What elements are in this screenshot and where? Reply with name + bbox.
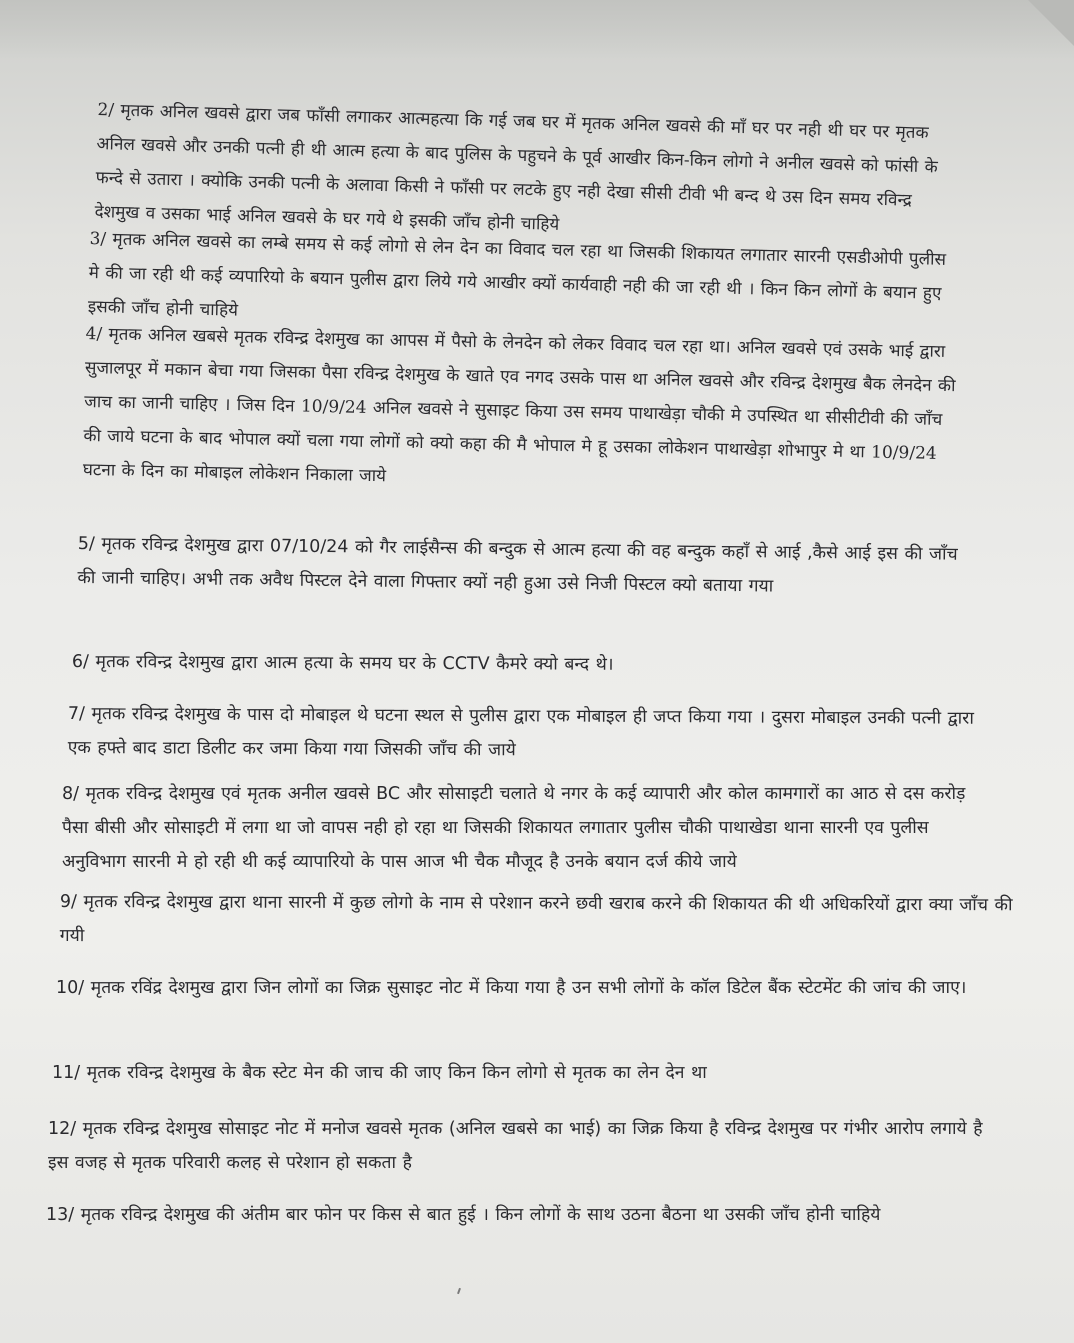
paper-fold-corner xyxy=(1028,0,1074,46)
paragraph-2: 2/ मृतक अनिल खवसे द्वारा जब फाँसी लगाकर आत्महत्या कि गई जब घर में मृतक अनिल खवसे की माँ घर पर नही थी घर पर मृतक अनिल खवसे और उनकी पत्नी ही थी आत्म हत्या के बाद पुलिस के पहुचने के पूर्व आखीर किन-किन लोगो ने अनील खवसे को फांसी के फन्दे से उतारा । क्योकि उनकी पत्नी के अलावा किसी ने फाँसी पर लटके हुए नही देखा सीसी टीवी भी बन्द थे उस दिन समय रविन्द्र देशमुख व उसका भाई अनिल खवसे के घर गये थे इसकी जाँच होनी चाहिये xyxy=(94,99,938,235)
paragraph-5: 5/ मृतक रविन्द्र देशमुख द्वारा 07/10/24 को गैर लाईसैन्स की बन्दुक से आत्म हत्या की वह बन्दुक कहाँ से आई ,कैसे आई इस की जाँच की जानी चाहिए। अभी तक अवैध पिस्टल देने वाला गिफ्तार क्यों नही हुआ उसे निजी पिस्टल क्यो बताया गया xyxy=(77,533,958,597)
paragraph-12: 12/ मृतक रविन्द्र देशमुख सोसाइट नोट में मनोज खवसे मृतक (अनिल खबसे का भाई) का जिक्र किया है रविन्द्र देशमुख पर गंभीर आरोप लगाये है इस वजह से मृतक परिवारी कलह से परेशान हो सकता है xyxy=(48,1119,983,1173)
paragraph-13: 13/ मृतक रविन्द्र देशमुख की अंतीम बार फोन पर किस से बात हुई । किन लोगों के साथ उठना बैठना था उसकी जाँच होनी चाहिये xyxy=(46,1205,881,1225)
paragraph-9: 9/ मृतक रविन्द्र देशमुख द्वारा थाना सारनी में कुछ लोगो के नाम से परेशान करने छवी खराब करने की शिकायत की थी अधिकरियों द्वारा क्या जाँच की गयी xyxy=(59,891,1013,947)
paragraph-4: 4/ मृतक अनिल खबसे मृतक रविन्द्र देशमुख का आपस में पैसो के लेनदेन को लेकर विवाद चल रहा था। अनिल खवसे एवं उसके भाई द्वारा सुजालपूर में मकान बेचा गया जिसका पैसा रविन्द्र देशमुख के खाते एव नगद उसके पास था अनिल खवसे और रविन्द्र देशमुख बैक लेनदेन की जाच का जानी चाहिए । जिस दिन 10/9/24 अनिल खवसे ने सुसाइट किया उस समय पाथाखेड़ा चौकी मे उपस्थित था सीसीटीवी की जाँच की जाये घटना के बाद भोपाल क्यों चला गया लोगों को क्यो कहा की मै भोपाल मे हू उसका लोकेशन पाथाखेड़ा शोभापुर मे था 10/9/24 घटना के दिन का मोबाइल लोकेशन निकाला जाये xyxy=(82,323,956,487)
paragraph-7: 7/ मृतक रविन्द्र देशमुख के पास दो मोबाइल थे घटना स्थल से पुलीस द्वारा एक मोबाइल ही जप्त किया गया । दुसरा मोबाइल उनकी पत्नी द्वारा एक हफ्ते बाद डाटा डिलीट कर जमा किया गया जिसकी जाँच की जाये xyxy=(67,703,974,761)
paragraph-10: 10/ मृतक रविंद्र देशमुख द्वारा जिन लोगों का जिक्र सुसाइट नोट में किया गया है उन सभी लोगों के कॉल डिटेल बैंक स्टेटमेंट की जांच की जाए। xyxy=(56,978,967,998)
paper-speck xyxy=(457,1288,461,1294)
paragraph-8: 8/ मृतक रविन्द्र देशमुख एवं मृतक अनील खवसे BC और सोसाइटी चलाते थे नगर के कई व्यापारी और कोल कामगारों का आठ से दस करोड़ पैसा बीसी और सोसाइटी में लगा था जो वापस नही हो रहा था जिसकी शिकायत लगातार पुलीस चौकी पाथाखेडा थाना सारनी एव पुलीस अनुविभाग सारनी मे हो रही थी कई व्यापारियो के पास आज भी चैक मौजूद है उनके बयान दर्ज कीये जाये xyxy=(62,784,966,872)
paragraph-3: 3/ मृतक अनिल खवसे का लम्बे समय से कई लोगो से लेन देन का विवाद चल रहा था जिसकी शिकायत लगातार सारनी एसडीओपी पुलीस मे की जा रही थी कई व्यपारियो के बयान पुलीस द्वारा लिये गये आखीर क्यों कार्यवाही नही की जा रही थी । किन किन लोगों के बयान हुए इसकी जाँच होनी चाहिये xyxy=(87,228,947,321)
top-shadow xyxy=(0,0,1074,60)
paragraph-11: 11/ मृतक रविन्द्र देशमुख के बैक स्टेट मेन की जाच की जाए किन किन लोगो से मृतक का लेन देन था xyxy=(52,1063,707,1083)
paragraph-6: 6/ मृतक रविन्द्र देशमुख द्वारा आत्म हत्या के समय घर के CCTV कैमरे क्यो बन्द थे। xyxy=(71,651,614,675)
